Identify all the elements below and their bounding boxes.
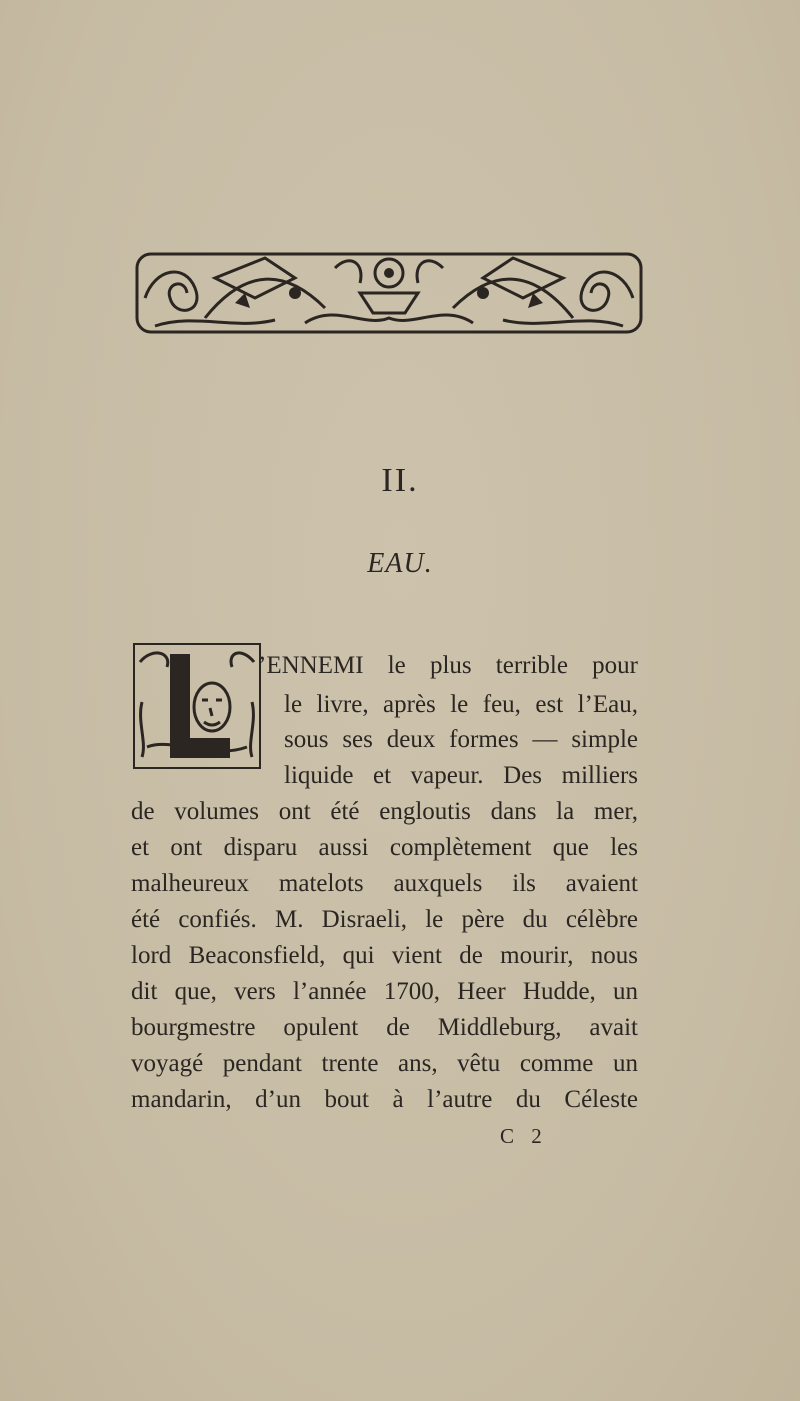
body-line-7: malheureux matelots auxquels ils avaient bbox=[131, 870, 638, 897]
body-line-1: ’ENNEMI le plus terrible pour bbox=[258, 652, 638, 679]
body-line-11: bourgmestre opulent de Middleburg, avait bbox=[131, 1014, 638, 1041]
body-line-2: le livre, après le feu, est l’Eau, bbox=[284, 691, 638, 718]
body-line-12: voyagé pendant trente ans, vêtu comme un bbox=[131, 1050, 638, 1077]
body-line-3: sous ses deux formes — simple bbox=[284, 726, 638, 753]
chapter-title: EAU. bbox=[367, 548, 433, 579]
body-line-5: de volumes ont été engloutis dans la mer, bbox=[131, 798, 638, 825]
body-line-9: lord Beaconsfield, qui vient de mourir, nous bbox=[131, 942, 638, 969]
body-line-4: liquide et vapeur. Des milliers bbox=[284, 762, 638, 789]
body-line-13: mandarin, d’un bout à l’autre du Céleste bbox=[131, 1086, 638, 1113]
body-line-6: et ont disparu aussi complètement que les bbox=[131, 834, 638, 861]
ornamental-headpiece bbox=[135, 248, 643, 336]
body-line-10: dit que, vers l’année 1700, Heer Hudde, un bbox=[131, 978, 638, 1005]
signature-mark: C 2 bbox=[500, 1124, 548, 1148]
decorated-initial-icon bbox=[132, 642, 262, 770]
body-line-8: été confiés. M. Disraeli, le père du célèbre bbox=[131, 906, 638, 933]
chapter-number: II. bbox=[381, 462, 419, 499]
